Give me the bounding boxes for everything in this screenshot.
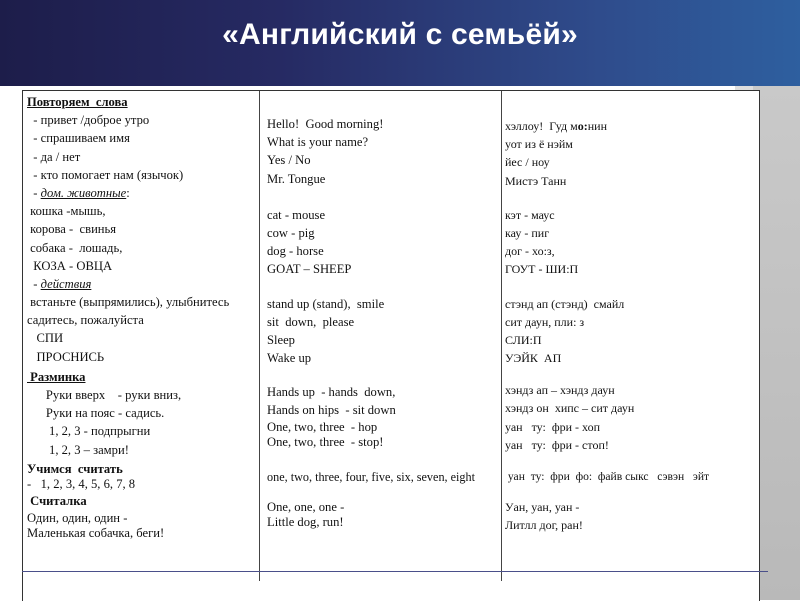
list-item: Один, один, один - [27, 510, 128, 525]
animals-suffix: : [126, 185, 130, 200]
transcription-part: нин [587, 119, 607, 133]
list-item-actions [27, 275, 257, 293]
english-line: Wake up [267, 351, 312, 366]
column-english [267, 115, 499, 530]
spacer [267, 367, 499, 383]
english-line: One, two, three - stop! [267, 434, 384, 449]
transcription-line: ГОУТ - ШИ:П [505, 262, 579, 277]
list-item: СПИ [27, 331, 64, 346]
spacer [267, 188, 499, 206]
english-line: one, two, three, four, five, six, seven, eight [267, 469, 475, 484]
list-item: Руки вверх - руки вниз, [27, 388, 182, 402]
english-line: What is your name? [267, 135, 369, 150]
spacer [505, 454, 755, 468]
transcription-line: СЛИ:П [505, 332, 542, 347]
transcription-line: Мистэ Танн [505, 173, 567, 188]
column-russian [27, 93, 257, 541]
count-line: - 1, 2, 3, 4, 5, 6, 7, 8 [27, 476, 136, 491]
transcription-part: хэллоу! Гуд м [505, 119, 578, 133]
transcription-line: сит даун, пли: з [505, 314, 585, 329]
transcription-line: уан ту: фри - хоп [505, 419, 601, 434]
english-line: Hands up - hands down, [267, 385, 396, 400]
list-item: собака - лошадь, [27, 240, 123, 255]
transcription-line: хэндз он хипс – сит даун [505, 401, 635, 416]
transcription-line: стэнд ап (стэнд) смайл [505, 296, 625, 311]
transcription-line: Уан, уан, уан - [505, 500, 580, 515]
transcription-line: уан ту: фри - стоп! [505, 437, 609, 452]
heading-warmup: Разминка [27, 369, 86, 384]
actions-prefix: - [27, 276, 41, 291]
list-item: ПРОСНИСЬ [27, 349, 105, 364]
column-transcription [505, 117, 755, 535]
heading-repeat-words: Повторяем слова [27, 95, 128, 109]
spacer [267, 279, 499, 295]
transcription-line: уан ту: фри фо: файв сыкс сэвэн эйт [505, 470, 710, 483]
heading-counting: Учимся считать [27, 461, 123, 476]
list-item: - кто помогает нам (язычок) [27, 167, 184, 182]
transcription-line [505, 117, 755, 135]
list-item-animals [27, 184, 257, 202]
list-item: 1, 2, 3 - подпрыгни [27, 424, 151, 439]
bottom-divider [22, 571, 768, 572]
transcription-line: кау - пиг [505, 225, 550, 240]
english-line: dog - horse [267, 244, 324, 259]
transcription-line: дог - хо:з, [505, 244, 555, 259]
list-item: 1, 2, 3 – замри! [27, 442, 129, 457]
column-divider-2 [501, 91, 502, 581]
animals-label: дом. животные [40, 185, 127, 200]
list-item: КОЗА - ОВЦА [27, 258, 113, 273]
transcription-line: УЭЙК АП [505, 351, 562, 366]
list-item: корова - свинья [27, 222, 117, 237]
list-item: Руки на пояс - садись. [27, 406, 165, 421]
transcription-line: йес / ноу [505, 155, 550, 170]
spacer [505, 190, 755, 206]
transcription-line: кэт - маус [505, 207, 555, 222]
lesson-table [22, 90, 760, 601]
list-item: Маленькая собачка, беги! [27, 525, 165, 540]
list-item: - спрашиваем имя [27, 131, 130, 146]
title-banner [0, 0, 800, 86]
transcription-stress: о: [577, 119, 588, 133]
english-line: Mr. Tongue [267, 171, 326, 186]
list-item: - привет /доброе утро [27, 113, 150, 128]
english-line: cow - pig [267, 225, 315, 240]
english-line: Yes / No [267, 153, 311, 168]
english-line: Sleep [267, 332, 295, 347]
english-line: stand up (stand), smile [267, 296, 385, 311]
list-item: кошка -мышь, [27, 204, 106, 219]
spacer [505, 486, 755, 498]
english-line: sit down, please [267, 314, 355, 329]
transcription-line: Литлл дог, ран! [505, 518, 583, 533]
english-line: GOAT – SHEEP [267, 262, 352, 277]
english-line: One, two, three - hop [267, 419, 378, 434]
page-title: «Английский с семьёй» [222, 18, 578, 51]
spacer [505, 367, 755, 381]
transcription-line: хэндз ап – хэндз даун [505, 383, 615, 398]
actions-label: действия [40, 276, 92, 291]
english-line: One, one, one - [267, 499, 345, 514]
english-line: Hands on hips - sit down [267, 403, 396, 418]
transcription-line: уот из ё нэйм [505, 137, 573, 152]
heading-rhyme: Считалка [27, 493, 87, 508]
spacer [267, 450, 499, 468]
column-divider-1 [259, 91, 260, 581]
list-item: - да / нет [27, 149, 81, 164]
spacer [505, 279, 755, 295]
english-line: Little dog, run! [267, 514, 344, 529]
animals-prefix: - [27, 185, 41, 200]
english-line: cat - mouse [267, 207, 326, 222]
list-item: садитесь, пожалуйста [27, 313, 144, 328]
english-line: Hello! Good morning! [267, 117, 384, 131]
list-item: встаньте (выпрямились), улыбнитесь [27, 295, 230, 310]
spacer [267, 486, 499, 500]
